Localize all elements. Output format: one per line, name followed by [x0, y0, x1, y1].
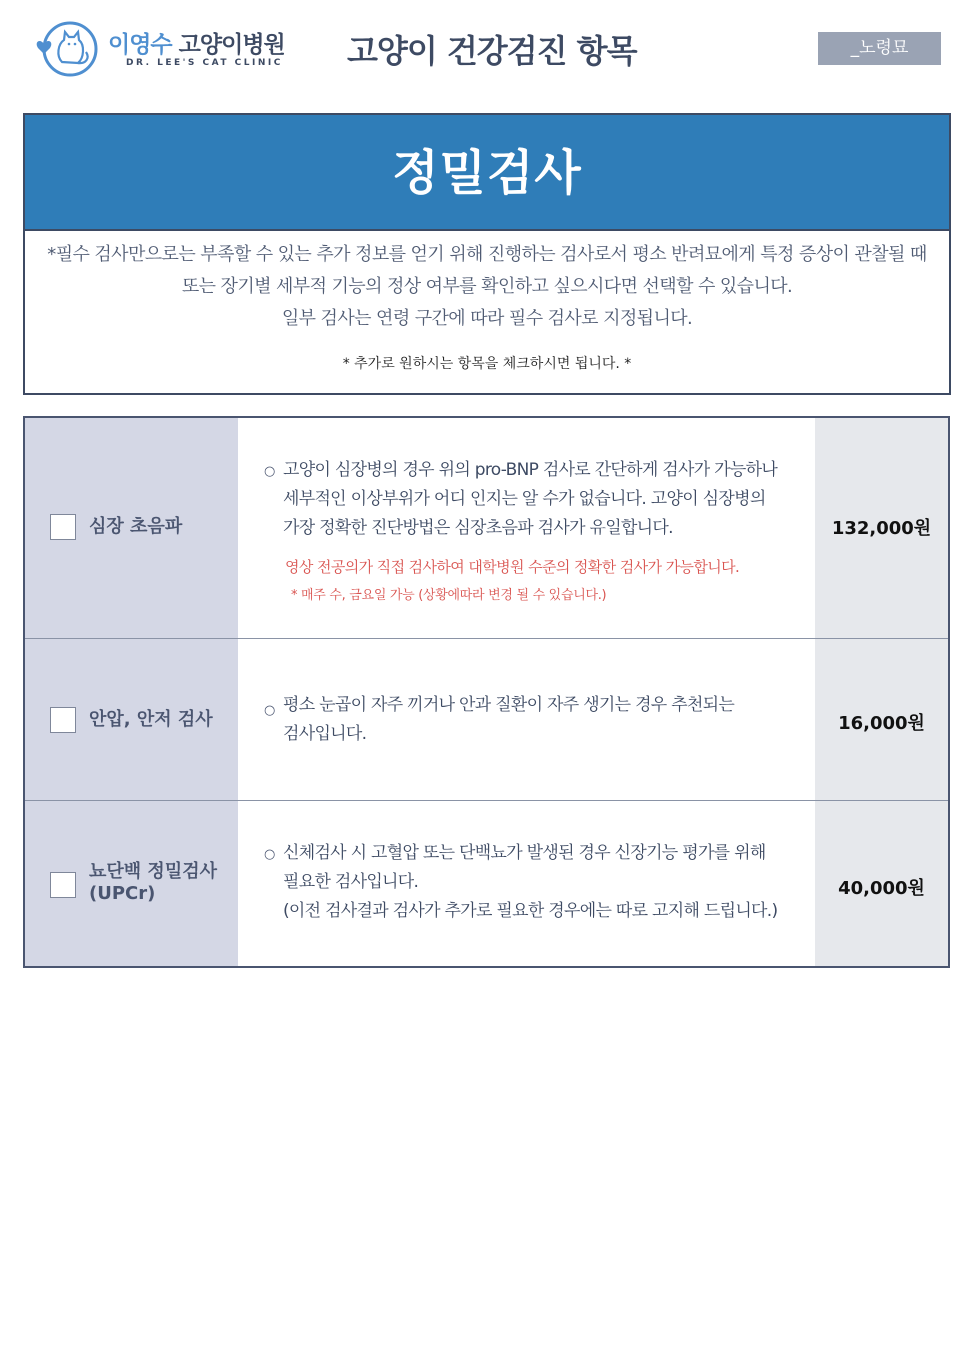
item-checkbox[interactable] [50, 872, 76, 898]
section-description [35, 239, 939, 335]
section-title: 정밀검사 [392, 145, 582, 201]
exam-items-table [23, 416, 950, 968]
bullet-icon: ○ [264, 847, 276, 862]
description-line: 고양이 심장병의 경우 위의 pro-BNP 검사로 간단하게 검사가 가능하나 [283, 460, 778, 480]
item-price-cell [815, 418, 948, 638]
item-name-line: (UPCr) [89, 883, 156, 904]
clinic-name [108, 26, 285, 59]
clinic-name-english: DR. LEE'S CAT CLINIC [126, 58, 283, 68]
item-footnote: * 매주 수, 금요일 가능 (상황에따라 변경 될 수 있습니다.) [291, 588, 607, 603]
age-group-tag: _노령묘 [818, 32, 941, 65]
clinic-name-owner: 이영수 [108, 32, 172, 58]
item-description-cell [238, 801, 815, 966]
item-price-cell [815, 639, 948, 800]
item-highlight: 영상 전공의가 직접 검사하여 대학병원 수준의 정확한 검사가 가능합니다. [285, 558, 740, 576]
description-line: 필요한 검사입니다. [283, 872, 419, 892]
item-price-cell [815, 801, 948, 966]
bullet-icon: ○ [264, 464, 276, 479]
item-name-cell [25, 418, 238, 638]
description-line: 신체검사 시 고혈압 또는 단백뇨가 발생된 경우 신장기능 평가를 위해 [283, 843, 766, 863]
description-line: 일부 검사는 연령 구간에 따라 필수 검사로 지정됩니다. [281, 308, 693, 329]
page-title: 고양이 건강검진 항목 [347, 32, 637, 70]
item-price: 132,000원 [831, 518, 932, 539]
description-line: (이전 검사결과 검사가 추가로 필요한 경우에는 따로 고지해 드립니다.) [283, 901, 778, 921]
table-row [25, 801, 948, 966]
item-name [89, 861, 217, 905]
section-note: * 추가로 원하시는 항목을 체크하시면 됩니다. * [342, 356, 632, 372]
cat-heart-logo-icon [34, 20, 100, 78]
item-description [283, 691, 803, 749]
item-name: 심장 초음파 [89, 516, 183, 537]
precision-exam-section [23, 113, 951, 395]
description-line: 검사입니다. [283, 724, 367, 744]
bullet-icon: ○ [264, 703, 276, 718]
item-checkbox[interactable] [50, 514, 76, 540]
clinic-name-type: 고양이병원 [171, 32, 285, 58]
item-name-cell [25, 639, 238, 800]
item-checkbox[interactable] [50, 707, 76, 733]
item-description-cell [238, 418, 815, 638]
item-name-line: 뇨단백 정밀검사 [89, 861, 217, 882]
description-line: *필수 검사만으로는 부족할 수 있는 추가 정보를 얻기 위해 진행하는 검사로서 평소 반려묘에게 특정 증상이 관찰될 때 [47, 244, 927, 265]
item-name: 안압, 안저 검사 [89, 709, 213, 730]
item-name-cell [25, 801, 238, 966]
item-description [283, 839, 803, 926]
item-description [283, 456, 803, 543]
section-header [25, 115, 949, 231]
item-price: 16,000원 [838, 713, 925, 734]
table-row [25, 639, 948, 801]
clinic-logo [34, 20, 294, 80]
description-line: 세부적인 이상부위가 어디 인지는 알 수가 없습니다. 고양이 심장병의 [283, 489, 766, 509]
table-row [25, 418, 948, 639]
item-description-cell [238, 639, 815, 800]
description-line: 가장 정확한 진단방법은 심장초음파 검사가 유일합니다. [283, 518, 673, 538]
item-price: 40,000원 [838, 878, 925, 899]
page-header [0, 0, 954, 100]
description-line: 평소 눈곱이 자주 끼거나 안과 질환이 자주 생기는 경우 추천되는 [283, 695, 735, 715]
description-line: 또는 장기별 세부적 기능의 정상 여부를 확인하고 싶으시다면 선택할 수 있습니다. [181, 276, 793, 297]
